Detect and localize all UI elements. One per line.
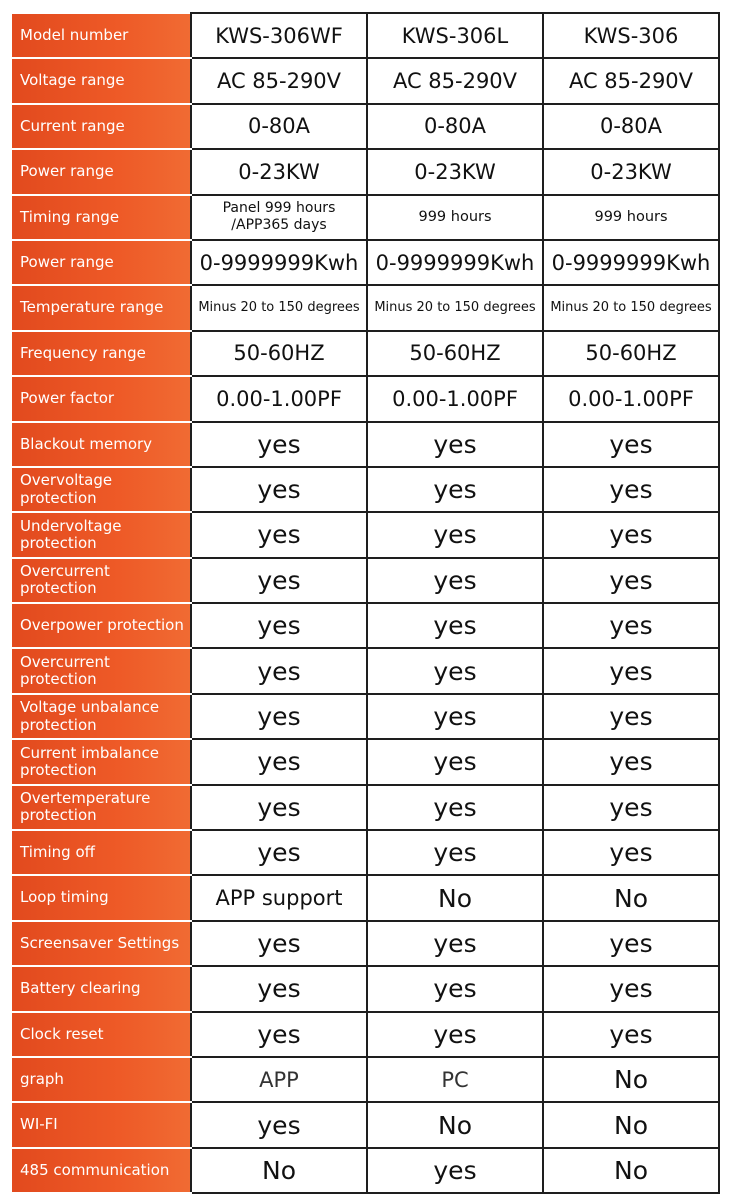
row-value: yes bbox=[367, 558, 543, 603]
table-row bbox=[13, 603, 719, 648]
row-label: Undervoltage protection bbox=[13, 512, 191, 557]
table-row bbox=[13, 58, 719, 103]
row-value: PC bbox=[367, 1057, 543, 1102]
row-value: yes bbox=[543, 1012, 719, 1057]
header-row bbox=[13, 13, 719, 58]
table-row bbox=[13, 331, 719, 376]
row-value: 50-60HZ bbox=[367, 331, 543, 376]
row-label: Temperature range bbox=[13, 285, 191, 330]
row-value: yes bbox=[543, 694, 719, 739]
row-value: yes bbox=[543, 830, 719, 875]
row-label: Clock reset bbox=[13, 1012, 191, 1057]
row-value: 50-60HZ bbox=[543, 331, 719, 376]
row-value: Minus 20 to 150 degrees bbox=[367, 285, 543, 330]
row-value: yes bbox=[543, 467, 719, 512]
row-label: Overpower protection bbox=[13, 603, 191, 648]
row-value: yes bbox=[367, 1148, 543, 1193]
table-row bbox=[13, 875, 719, 920]
row-value: yes bbox=[191, 1012, 367, 1057]
row-value: No bbox=[191, 1148, 367, 1193]
row-value: 0-80A bbox=[543, 104, 719, 149]
row-label: graph bbox=[13, 1057, 191, 1102]
row-value: yes bbox=[367, 1012, 543, 1057]
row-value: 0-80A bbox=[367, 104, 543, 149]
row-value: AC 85-290V bbox=[191, 58, 367, 103]
row-value: yes bbox=[191, 921, 367, 966]
row-value: yes bbox=[367, 785, 543, 830]
row-value: No bbox=[543, 1102, 719, 1147]
row-value: No bbox=[543, 1057, 719, 1102]
row-value: yes bbox=[543, 422, 719, 467]
table-row bbox=[13, 921, 719, 966]
row-label: Timing off bbox=[13, 830, 191, 875]
row-value: Minus 20 to 150 degrees bbox=[191, 285, 367, 330]
row-value: yes bbox=[367, 603, 543, 648]
row-label: Power range bbox=[13, 149, 191, 194]
row-value: yes bbox=[367, 739, 543, 784]
row-label: Voltage unbalance protection bbox=[13, 694, 191, 739]
row-label: Current range bbox=[13, 104, 191, 149]
row-value: yes bbox=[191, 739, 367, 784]
row-value: yes bbox=[191, 558, 367, 603]
row-value: yes bbox=[367, 830, 543, 875]
row-value: 0-23KW bbox=[367, 149, 543, 194]
row-value: yes bbox=[543, 648, 719, 693]
row-value: yes bbox=[367, 422, 543, 467]
row-label: 485 communication bbox=[13, 1148, 191, 1193]
row-value: yes bbox=[543, 603, 719, 648]
row-value: 0-23KW bbox=[191, 149, 367, 194]
table-row bbox=[13, 512, 719, 557]
spec-table-body bbox=[13, 13, 719, 1193]
row-value: yes bbox=[367, 467, 543, 512]
row-value: 0.00-1.00PF bbox=[191, 376, 367, 421]
row-value: 999 hours bbox=[543, 195, 719, 240]
row-label: Screensaver Settings bbox=[13, 921, 191, 966]
row-value: 0-9999999Kwh bbox=[367, 240, 543, 285]
table-row bbox=[13, 558, 719, 603]
row-value: 0.00-1.00PF bbox=[543, 376, 719, 421]
table-row bbox=[13, 785, 719, 830]
row-value: 999 hours bbox=[367, 195, 543, 240]
table-row bbox=[13, 1012, 719, 1057]
row-label: Overcurrent protection bbox=[13, 648, 191, 693]
row-label: Overcurrent protection bbox=[13, 558, 191, 603]
row-label: Current imbalance protection bbox=[13, 739, 191, 784]
table-row bbox=[13, 648, 719, 693]
row-value: yes bbox=[191, 422, 367, 467]
row-label: Loop timing bbox=[13, 875, 191, 920]
row-value: yes bbox=[543, 739, 719, 784]
row-value: 50-60HZ bbox=[191, 331, 367, 376]
row-value: yes bbox=[543, 512, 719, 557]
table-row bbox=[13, 285, 719, 330]
table-row bbox=[13, 422, 719, 467]
table-row bbox=[13, 830, 719, 875]
row-value: APP bbox=[191, 1057, 367, 1102]
row-value: AC 85-290V bbox=[367, 58, 543, 103]
row-value: yes bbox=[543, 921, 719, 966]
row-value: yes bbox=[191, 1102, 367, 1147]
table-row bbox=[13, 1148, 719, 1193]
table-row bbox=[13, 694, 719, 739]
table-row bbox=[13, 1102, 719, 1147]
row-value: yes bbox=[543, 785, 719, 830]
row-value: yes bbox=[191, 694, 367, 739]
table-row bbox=[13, 195, 719, 240]
model-name: KWS-306 bbox=[543, 13, 719, 58]
model-name: KWS-306WF bbox=[191, 13, 367, 58]
header-label: Model number bbox=[13, 13, 191, 58]
row-value: yes bbox=[367, 921, 543, 966]
table-row bbox=[13, 1057, 719, 1102]
table-row bbox=[13, 376, 719, 421]
table-row bbox=[13, 739, 719, 784]
row-value: yes bbox=[367, 648, 543, 693]
spec-comparison-table bbox=[12, 12, 720, 1194]
table-row bbox=[13, 104, 719, 149]
row-value: Panel 999 hours /APP365 days bbox=[191, 195, 367, 240]
row-value: 0.00-1.00PF bbox=[367, 376, 543, 421]
row-value: APP support bbox=[191, 875, 367, 920]
row-label: Timing range bbox=[13, 195, 191, 240]
row-value: yes bbox=[367, 966, 543, 1011]
row-value: No bbox=[543, 1148, 719, 1193]
row-value: 0-80A bbox=[191, 104, 367, 149]
row-value: No bbox=[367, 1102, 543, 1147]
row-value: No bbox=[367, 875, 543, 920]
row-value: yes bbox=[367, 512, 543, 557]
table-row bbox=[13, 966, 719, 1011]
row-value: Minus 20 to 150 degrees bbox=[543, 285, 719, 330]
model-name: KWS-306L bbox=[367, 13, 543, 58]
row-value: yes bbox=[543, 558, 719, 603]
row-value: No bbox=[543, 875, 719, 920]
row-value: yes bbox=[191, 785, 367, 830]
table-row bbox=[13, 149, 719, 194]
row-label: Blackout memory bbox=[13, 422, 191, 467]
row-value: 0-23KW bbox=[543, 149, 719, 194]
row-label: Voltage range bbox=[13, 58, 191, 103]
row-label: Overvoltage protection bbox=[13, 467, 191, 512]
table-row bbox=[13, 240, 719, 285]
row-value: AC 85-290V bbox=[543, 58, 719, 103]
row-value: yes bbox=[367, 694, 543, 739]
row-value: yes bbox=[191, 512, 367, 557]
row-label: Battery clearing bbox=[13, 966, 191, 1011]
table-row bbox=[13, 467, 719, 512]
row-label: Frequency range bbox=[13, 331, 191, 376]
row-label: Power factor bbox=[13, 376, 191, 421]
row-value: yes bbox=[191, 603, 367, 648]
row-value: 0-9999999Kwh bbox=[191, 240, 367, 285]
row-value: yes bbox=[191, 467, 367, 512]
row-value: yes bbox=[543, 966, 719, 1011]
row-label: Power range bbox=[13, 240, 191, 285]
row-label: WI-FI bbox=[13, 1102, 191, 1147]
row-value: yes bbox=[191, 648, 367, 693]
row-value: yes bbox=[191, 966, 367, 1011]
row-value: 0-9999999Kwh bbox=[543, 240, 719, 285]
row-value: yes bbox=[191, 830, 367, 875]
row-label: Overtemperature protection bbox=[13, 785, 191, 830]
